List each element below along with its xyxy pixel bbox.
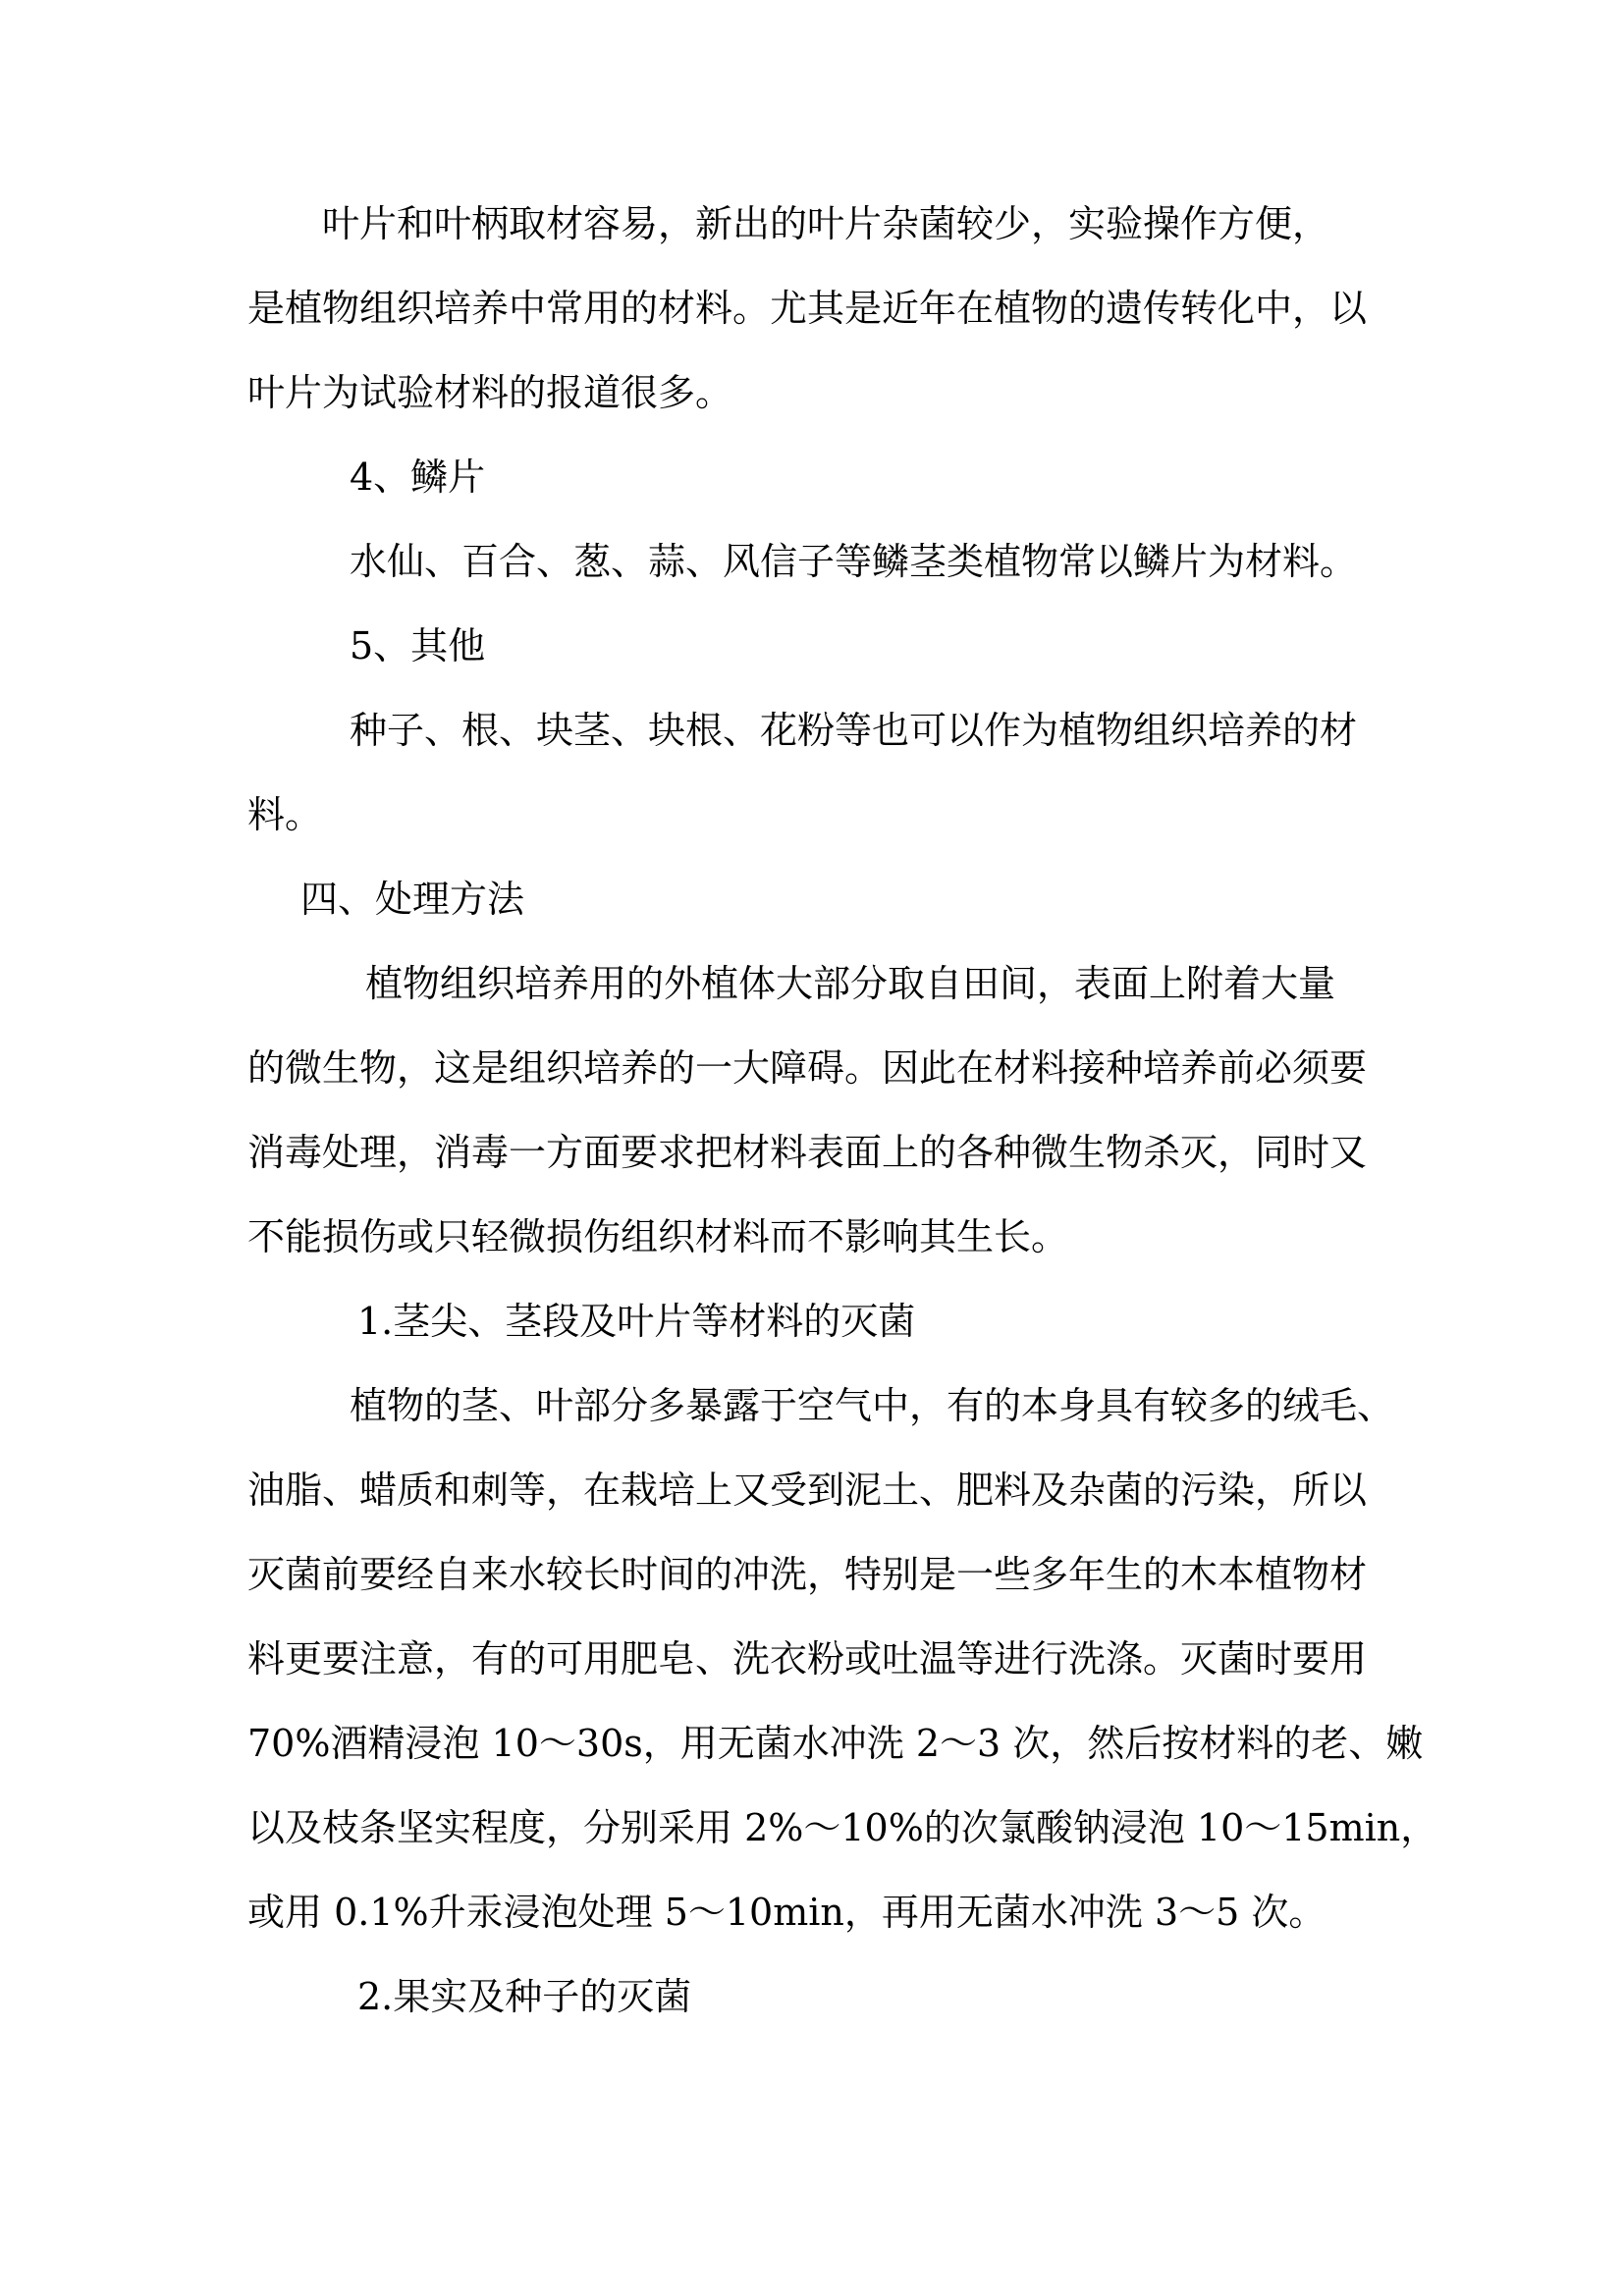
- text-line: 叶片为试验材料的报道很多。: [247, 371, 733, 414]
- text-line: 植物的茎、叶部分多暴露于空气中，有的本身具有较多的绒毛、: [350, 1384, 1395, 1427]
- text-line: 以及枝条坚实程度，分别采用 2%～10%的次氯酸钠浸泡 10～15min，: [247, 1806, 1438, 1849]
- text-line: 油脂、蜡质和刺等，在栽培上又受到泥土、肥料及杂菌的污染，所以: [247, 1468, 1368, 1512]
- text-line: 灭菌前要经自来水较长时间的冲洗，特别是一些多年生的木本植物材: [247, 1553, 1368, 1596]
- subsection-heading: 4、鳞片: [350, 455, 486, 499]
- text-line: 水仙、百合、葱、蒜、风信子等鳞茎类植物常以鳞片为材料。: [350, 540, 1358, 583]
- text-line: 70%酒精浸泡 10～30s，用无菌水冲洗 2～3 次，然后按材料的老、嫩: [247, 1722, 1424, 1765]
- text-line: 料更要注意，有的可用肥皂、洗衣粉或吐温等进行洗涤。灭菌时要用: [247, 1637, 1368, 1681]
- text-line: 或用 0.1%升汞浸泡处理 5～10min，再用无菌水冲洗 3～5 次。: [247, 1891, 1326, 1934]
- text-line: 植物组织培养用的外植体大部分取自田间，表面上附着大量: [365, 962, 1336, 1005]
- text-line: 叶片和叶柄取材容易，新出的叶片杂菌较少，实验操作方便，: [322, 202, 1330, 245]
- text-line: 种子、根、块茎、块根、花粉等也可以作为植物组织培养的材: [350, 709, 1358, 752]
- text-line: 消毒处理，消毒一方面要求把材料表面上的各种微生物杀灭，同时又: [247, 1131, 1368, 1174]
- text-line: 不能损伤或只轻微损伤组织材料而不影响其生长。: [247, 1215, 1069, 1258]
- text-line: 料。: [247, 793, 323, 836]
- subsection-heading: 5、其他: [350, 624, 486, 667]
- subsection-heading: 1.茎尖、茎段及叶片等材料的灭菌: [357, 1300, 916, 1343]
- text-line: 是植物组织培养中常用的材料。尤其是近年在植物的遗传转化中，以: [247, 287, 1368, 330]
- text-line: 的微生物，这是组织培养的一大障碍。因此在材料接种培养前必须要: [247, 1046, 1368, 1090]
- subsection-heading: 2.果实及种子的灭菌: [357, 1975, 692, 2018]
- section-heading: 四、处理方法: [300, 878, 525, 921]
